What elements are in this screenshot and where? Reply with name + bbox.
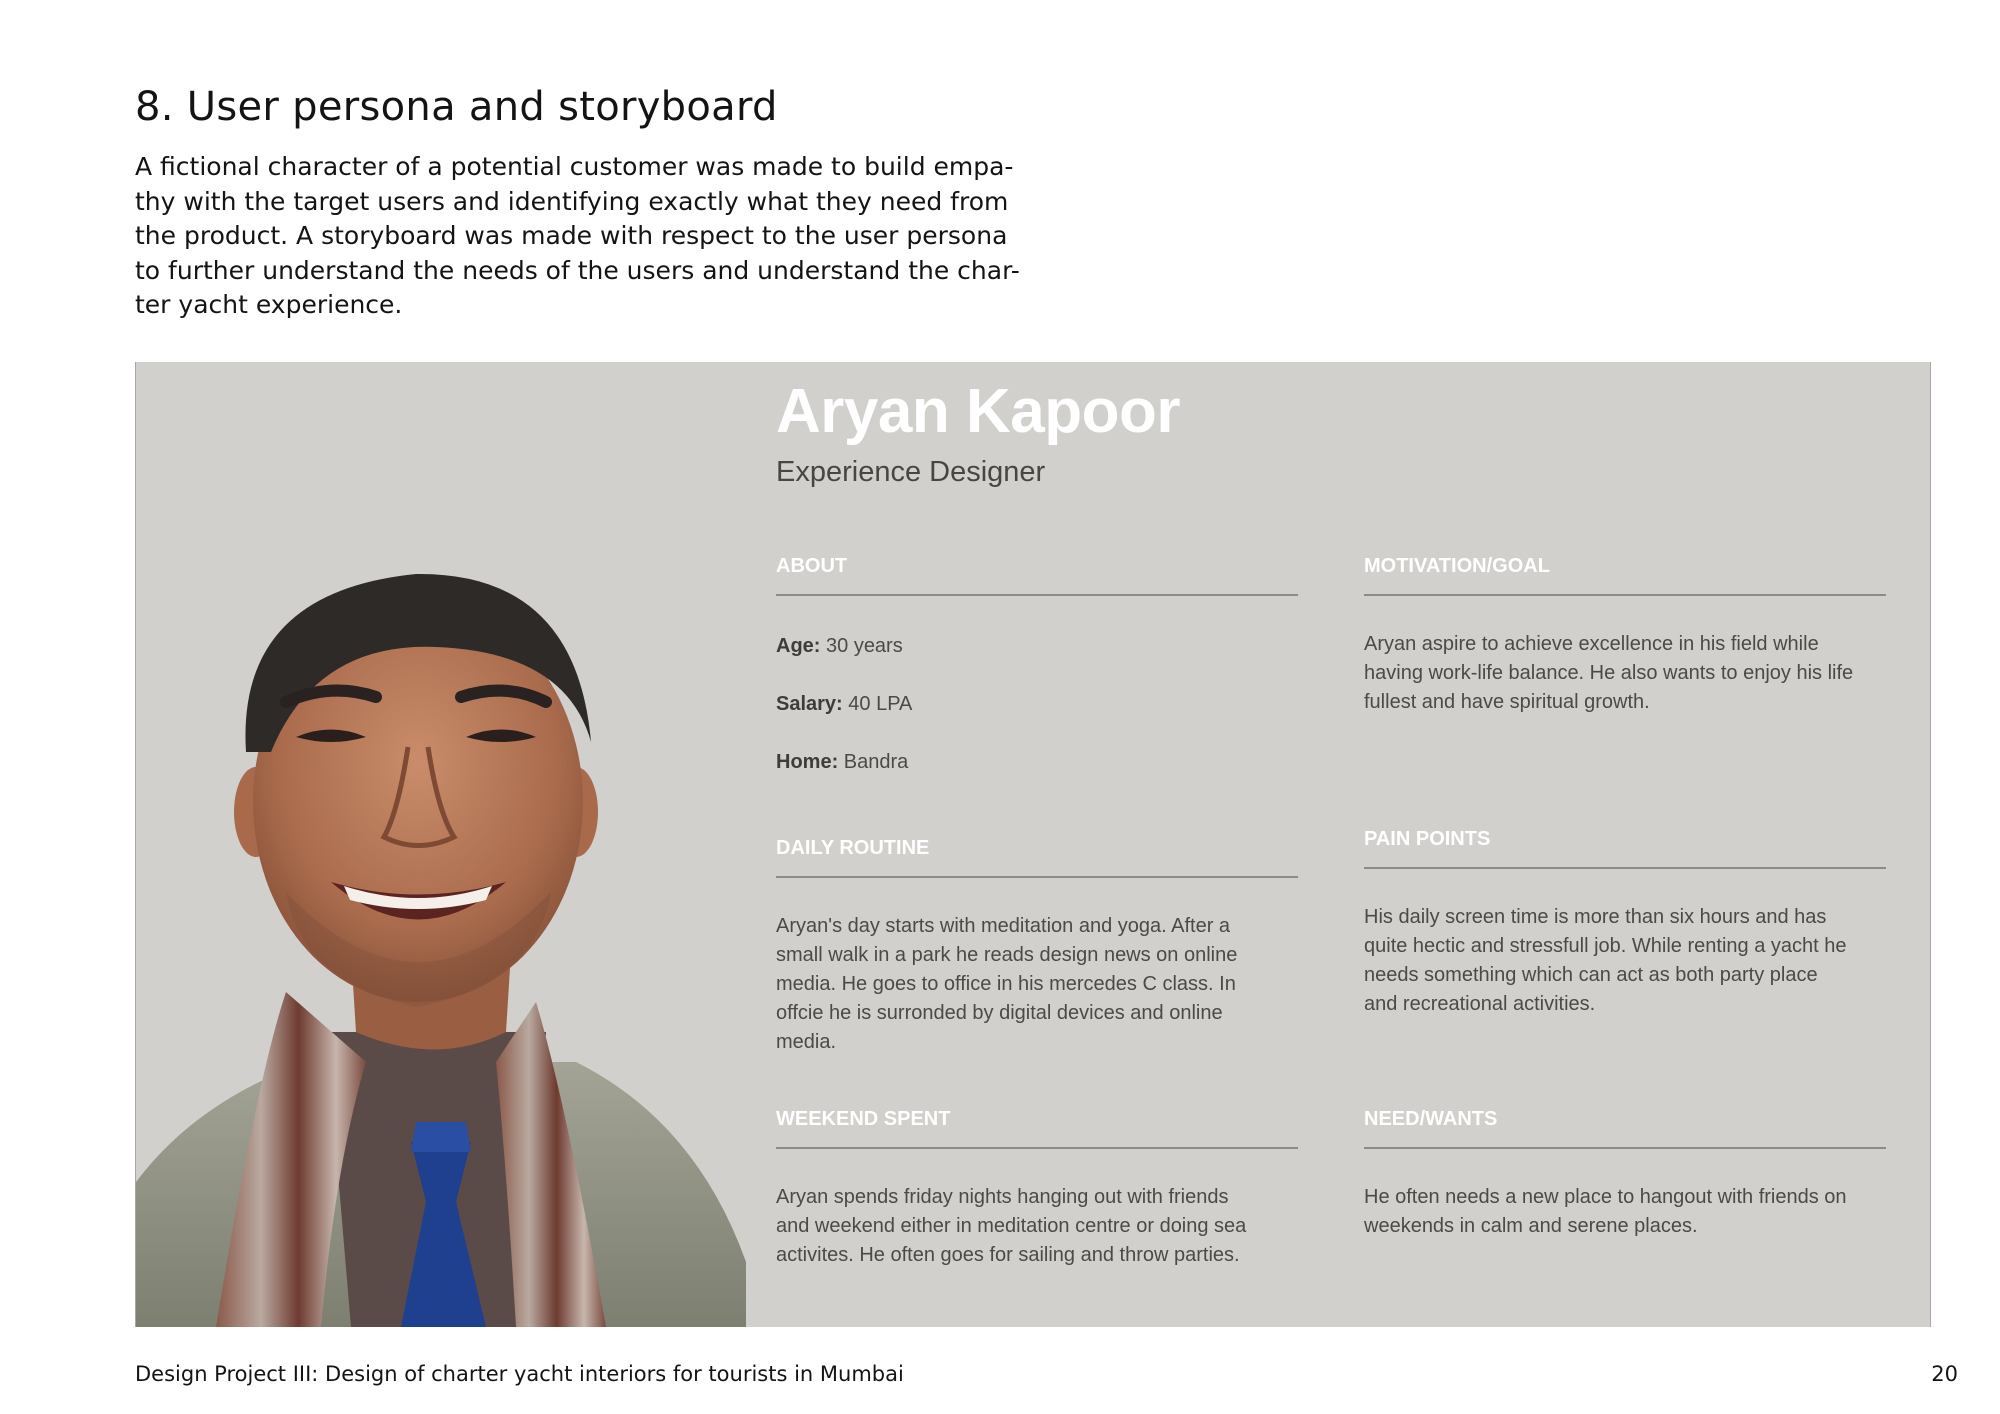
about-section	[776, 552, 1298, 806]
body-line: weekends in calm and serene places.	[1364, 1215, 1698, 1237]
motivation-section	[1364, 552, 1886, 717]
intro-line: the product. A storyboard was made with respect to the user persona	[135, 221, 1008, 250]
body-line: media.	[776, 1031, 837, 1053]
body-line: offcie he is surronded by digital devices and online	[776, 1002, 1223, 1024]
salary-fact	[776, 690, 1298, 719]
intro-paragraph	[135, 150, 1035, 323]
body-line: fullest and have spiritual growth.	[1364, 691, 1650, 713]
section-body	[776, 1183, 1298, 1270]
body-line: His daily screen time is more than six hours and has	[1364, 906, 1827, 928]
salary-label: Salary:	[776, 693, 843, 715]
home-fact	[776, 748, 1298, 777]
section-body	[776, 912, 1298, 1057]
body-line: and weekend either in meditation centre or doing sea	[776, 1215, 1247, 1237]
section-heading: ABOUT	[776, 552, 1298, 596]
body-line: needs something which can act as both party place	[1364, 964, 1818, 986]
body-line: and recreational activities.	[1364, 993, 1596, 1015]
age-value: 30 years	[820, 635, 903, 657]
about-facts	[776, 632, 1298, 777]
section-heading: NEED/WANTS	[1364, 1105, 1886, 1149]
body-line: small walk in a park he reads design news on online	[776, 944, 1238, 966]
age-fact	[776, 632, 1298, 661]
home-label: Home:	[776, 751, 839, 773]
pain-points-section	[1364, 825, 1886, 1019]
home-value: Bandra	[838, 751, 909, 773]
weekend-section	[776, 1105, 1298, 1270]
body-line: activites. He often goes for sailing and throw parties.	[776, 1244, 1240, 1266]
page-title: 8. User persona and storyboard	[135, 84, 778, 130]
intro-line: to further understand the needs of the users and understand the char-	[135, 255, 1020, 285]
age-label: Age:	[776, 635, 821, 657]
page-number: 20	[1931, 1362, 1958, 1386]
intro-line: A fictional character of a potential customer was made to build empa-	[135, 152, 1014, 181]
body-line: media. He goes to office in his mercedes C class. In	[776, 973, 1236, 995]
section-heading: DAILY ROUTINE	[776, 834, 1298, 878]
body-line: quite hectic and stressfull job. While renting a yacht he	[1364, 935, 1847, 957]
footer-text: Design Project III: Design of charter yacht interiors for tourists in Mumbai	[135, 1362, 904, 1386]
body-line: Aryan's day starts with meditation and yoga. After a	[776, 915, 1231, 937]
persona-photo	[136, 562, 746, 1327]
section-heading: MOTIVATION/GOAL	[1364, 552, 1886, 596]
section-heading: PAIN POINTS	[1364, 825, 1886, 869]
body-line: Aryan spends friday nights hanging out with friends	[776, 1186, 1229, 1208]
section-body	[1364, 630, 1886, 717]
intro-line: ter yacht experience.	[135, 290, 403, 319]
section-heading: WEEKEND SPENT	[776, 1105, 1298, 1149]
section-body	[1364, 1183, 1886, 1241]
body-line: having work-life balance. He also wants to enjoy his life	[1364, 662, 1854, 684]
intro-line: thy with the target users and identifying exactly what they need from	[135, 186, 1009, 216]
daily-routine-section	[776, 834, 1298, 1057]
needs-section	[1364, 1105, 1886, 1241]
body-line: Aryan aspire to achieve excellence in his field while	[1364, 633, 1819, 655]
persona-card	[135, 362, 1931, 1327]
persona-name: Aryan Kapoor	[776, 377, 1180, 446]
persona-role: Experience Designer	[776, 456, 1046, 488]
body-line: He often needs a new place to hangout with friends on	[1364, 1186, 1847, 1208]
section-body	[1364, 903, 1886, 1019]
salary-value: 40 LPA	[842, 693, 913, 715]
